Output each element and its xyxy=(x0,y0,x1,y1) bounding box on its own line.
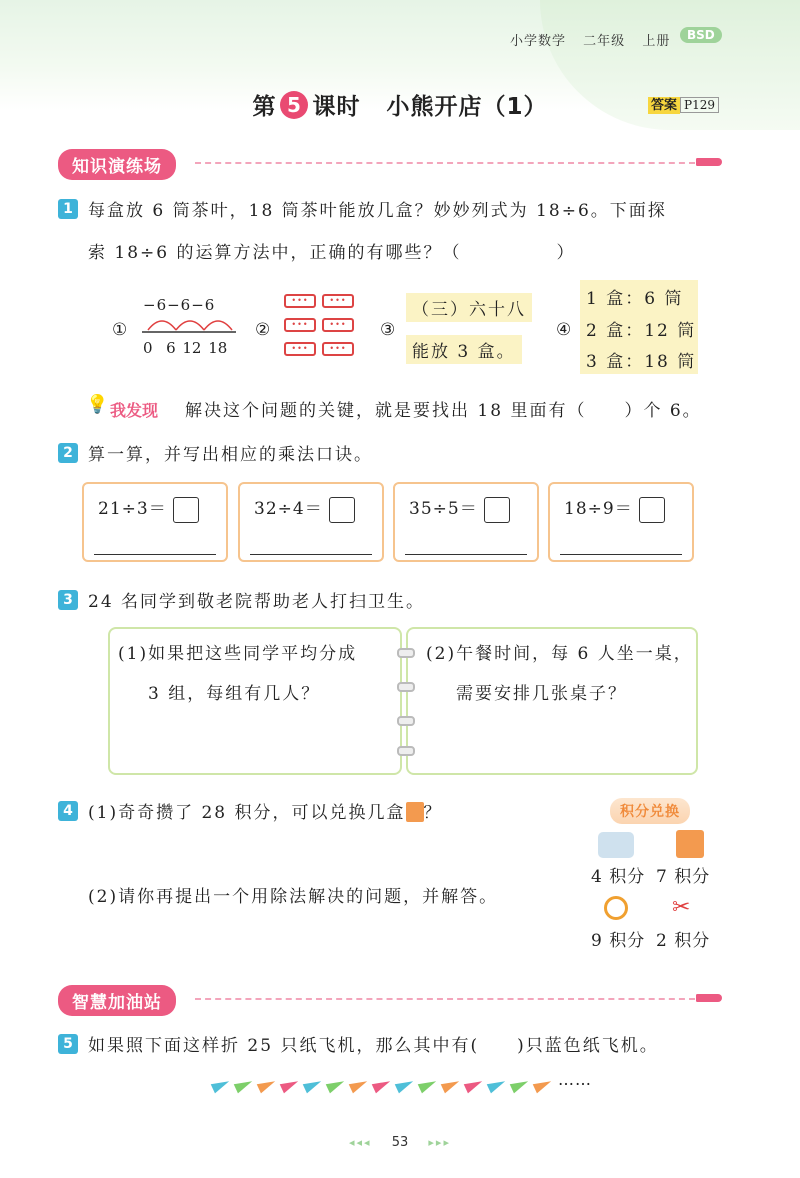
header-subject: 小学数学 xyxy=(510,34,567,49)
answer-box[interactable] xyxy=(329,497,355,523)
q3-part1-line2: 3 组，每组有几人？ xyxy=(148,684,321,704)
eraser-icon xyxy=(598,832,634,858)
paper-plane-icon xyxy=(441,1077,462,1094)
title-suffix: 课时 xyxy=(312,94,361,120)
discovery-label: 我发现 xyxy=(110,401,159,420)
q4-part1-end: ？ xyxy=(423,803,443,823)
binder-ring-icon xyxy=(397,648,415,658)
price-eraser: 4 积分 xyxy=(591,867,646,887)
ellipsis: …… xyxy=(558,1070,592,1089)
calc-card xyxy=(393,482,539,562)
question-number: 2 xyxy=(58,443,78,463)
section-label-practice: 知识演练场 xyxy=(58,149,176,180)
calc-card xyxy=(238,482,384,562)
crayon-box-icon xyxy=(406,802,424,822)
box-grid-icon: ••• ••• ••• ••• ••• ••• xyxy=(280,290,360,366)
points-shop-title: 积分兑换 xyxy=(610,798,690,824)
option-2-mark: ② xyxy=(255,320,271,340)
question-number: 4 xyxy=(58,801,78,821)
answer-ref xyxy=(648,94,719,113)
answer-line[interactable] xyxy=(250,554,372,555)
header-volume: 上册 xyxy=(642,34,671,49)
q1-text-line2: 索 18÷6 的运算方法中，正确的有哪些？（ ） xyxy=(88,243,576,263)
paper-plane-icon xyxy=(372,1077,393,1094)
pencil-icon xyxy=(696,994,722,1002)
calc-card xyxy=(548,482,694,562)
paper-plane-icon xyxy=(487,1077,508,1094)
paper-plane-icon xyxy=(533,1077,554,1094)
answer-box[interactable] xyxy=(484,497,510,523)
answer-box[interactable] xyxy=(639,497,665,523)
q4-part1 xyxy=(88,798,443,823)
lightbulb-icon: 💡 xyxy=(86,394,109,415)
paper-plane-icon xyxy=(211,1077,232,1094)
header xyxy=(510,30,670,49)
option-4-table xyxy=(580,280,698,374)
q3-text: 24 名同学到敬老院帮助老人打扫卫生。 xyxy=(88,592,426,612)
q4-part2: (2)请你再提出一个用除法解决的问题，并解答。 xyxy=(88,887,499,907)
binder-ring-icon xyxy=(397,716,415,726)
q1-text-line1: 每盒放 6 筒茶叶，18 筒茶叶能放几盒？妙妙列式为 18÷6。下面探 xyxy=(88,201,667,221)
calc-expression: 32÷4＝ xyxy=(254,499,323,519)
paper-plane-icon xyxy=(303,1077,324,1094)
paper-plane-icon xyxy=(234,1077,255,1094)
alarm-clock-icon xyxy=(604,896,628,920)
option-1-jumps: −6−6−6 xyxy=(143,296,216,314)
option-3-mark: ③ xyxy=(380,320,396,340)
notebook-page-left[interactable] xyxy=(108,627,402,775)
answer-box[interactable] xyxy=(173,497,199,523)
binder-ring-icon xyxy=(397,682,415,692)
question-number: 5 xyxy=(58,1034,78,1054)
notebook-page-right[interactable] xyxy=(406,627,698,775)
option-4-row: 1 盒：6 筒 xyxy=(586,289,684,309)
section-divider xyxy=(195,998,695,1000)
price-crayons: 7 积分 xyxy=(656,867,711,887)
price-scissors: 2 积分 xyxy=(656,931,711,951)
paper-plane-icon xyxy=(280,1077,301,1094)
option-4-row: 3 盒：18 筒 xyxy=(586,352,697,372)
left-arrows-icon: ◂◂◂ xyxy=(349,1136,372,1149)
paper-plane-icon xyxy=(464,1077,485,1094)
option-3-line1: （三）六十八 xyxy=(406,293,532,322)
discovery-text: 解决这个问题的关键，就是要找出 18 里面有（ ）个 6。 xyxy=(185,401,702,421)
answer-line[interactable] xyxy=(560,554,682,555)
option-1-mark: ① xyxy=(112,320,128,340)
binder-ring-icon xyxy=(397,746,415,756)
edition-badge: BSD xyxy=(680,27,722,43)
calc-expression: 21÷3＝ xyxy=(98,499,167,519)
page-footer xyxy=(0,1135,800,1150)
option-1-numbers: 0 6 12 18 xyxy=(143,339,228,357)
question-number: 1 xyxy=(58,199,78,219)
q3-part2-line1: (2)午餐时间，每 6 人坐一桌， xyxy=(426,644,693,664)
calc-card xyxy=(82,482,228,562)
calc-expression: 35÷5＝ xyxy=(409,499,478,519)
paper-plane-icon xyxy=(510,1077,531,1094)
crayon-box-icon xyxy=(676,830,704,858)
right-arrows-icon: ▸▸▸ xyxy=(428,1136,451,1149)
q4-part1-text: (1)奇奇攒了 28 积分，可以兑换几盒 xyxy=(88,803,406,823)
page-number: 53 xyxy=(391,1135,409,1150)
q3-part1-line1: (1)如果把这些同学平均分成 xyxy=(118,644,358,664)
section-divider xyxy=(195,162,695,164)
pencil-icon xyxy=(696,158,722,166)
paper-plane-icon xyxy=(349,1077,370,1094)
answer-page: P129 xyxy=(680,97,719,113)
q5-text: 如果照下面这样折 25 只纸飞机，那么其中有( )只蓝色纸飞机。 xyxy=(88,1036,659,1056)
number-line-icon xyxy=(140,308,240,338)
answer-line[interactable] xyxy=(405,554,527,555)
answer-label: 答案 xyxy=(648,97,680,114)
paper-plane-icon xyxy=(395,1077,416,1094)
calc-expression: 18÷9＝ xyxy=(564,499,633,519)
option-4-row: 2 盒：12 筒 xyxy=(586,321,697,341)
title-prefix: 第 xyxy=(252,94,277,120)
q2-text: 算一算，并写出相应的乘法口诀。 xyxy=(88,445,373,465)
option-3-line2: 能放 3 盒。 xyxy=(406,335,522,364)
option-4-mark: ④ xyxy=(556,320,572,340)
answer-line[interactable] xyxy=(94,554,216,555)
question-number: 3 xyxy=(58,590,78,610)
paper-plane-row xyxy=(212,1076,562,1096)
q3-part2-line2: 需要安排几张桌子？ xyxy=(456,684,627,704)
paper-plane-icon xyxy=(418,1077,439,1094)
title-name: 小熊开店（1） xyxy=(386,94,548,120)
lesson-number: 5 xyxy=(280,91,308,119)
header-grade: 二年级 xyxy=(583,34,626,49)
price-clock: 9 积分 xyxy=(591,931,646,951)
paper-plane-icon xyxy=(257,1077,278,1094)
section-label-wisdom: 智慧加油站 xyxy=(58,985,176,1016)
paper-plane-icon xyxy=(326,1077,347,1094)
scissors-icon: ✂ xyxy=(672,895,691,920)
